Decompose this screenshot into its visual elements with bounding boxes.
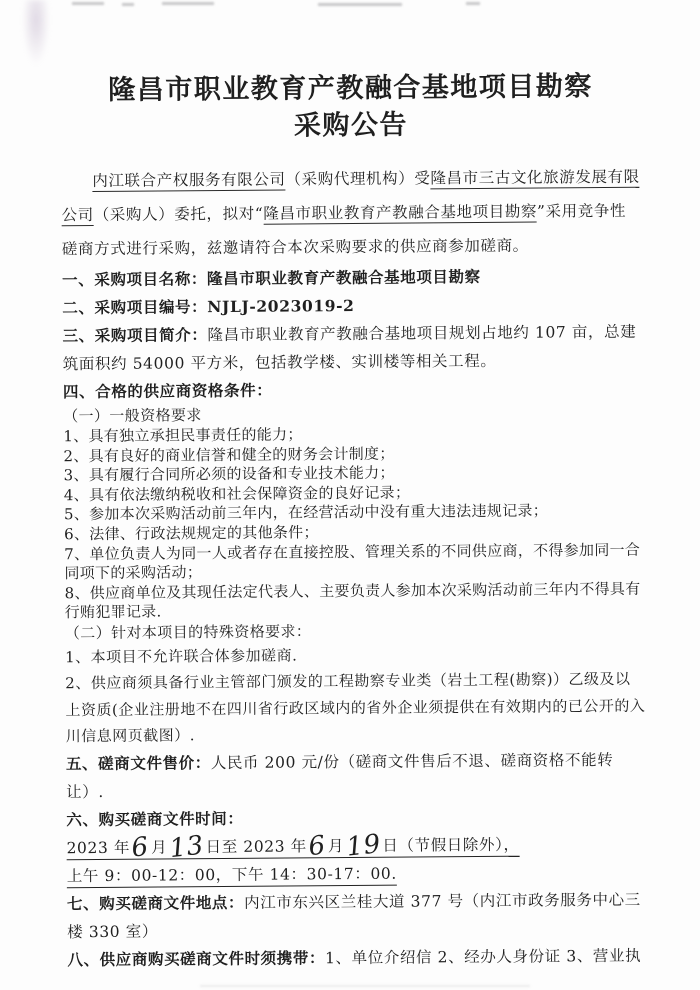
section-qualification-heading: 四、合格的供应商资格条件： [62,380,273,402]
date-text: 月 [151,838,168,857]
section-label: 五、磋商文件售价： [65,753,211,774]
date-text: 日至 2023 年 [205,837,307,857]
document-title [60,68,641,147]
list-item: 8、供应商单位及其现任法定代表人、主要负责人参加本次采购活动前三年内不得具有行贿犯罪记录. [64,579,641,622]
required-documents-value: 1、单位介绍信 2、经办人身份证 3、营业执 [324,946,642,968]
section-purchase-time [66,802,647,891]
section-required-documents [67,942,647,975]
special-qualification-subheading: （二）针对本项目的特殊资格要求： [64,622,312,643]
scan-artifact [72,2,104,5]
scan-artifact [162,2,214,5]
list-item: 2、具有良好的商业信誉和健全的财务会计制度； [63,444,395,465]
general-qualification-list [63,423,645,623]
list-item: 2、供应商须具备行业主管部门颁发的工程勘察专业类（岩土工程(勘察)）乙级及以上资质(企业注册地不在四川省行政区域内的省外企业须提供在有效期内的已公开的入川信息网页截图）. [65,670,646,746]
list-item: 3、具有履行合同所必须的设备和专业技术能力； [63,463,395,485]
section-document-price [66,746,646,807]
section-purchase-location [67,886,647,947]
scan-artifact [122,3,134,6]
intro-text: （采购代理机构）受 [285,169,431,189]
agency-name: 内江联合产权服务有限公司 [92,170,286,191]
section-project-name [62,262,642,295]
date-text: 日（节假日除外）， [382,835,520,855]
scan-artifact [200,985,530,987]
project-number-value: NJLJ-2023019-2 [207,295,355,317]
section-label: 六、购买磋商文件时间： [66,808,244,830]
list-item: 1、本项目不允许联合体参加磋商. [64,646,298,667]
section-label: 七、购买磋商文件地点： [66,892,245,914]
document-price-value: 人民币 200 元/份（磋商文件售后不退、磋商资格不能转让）. [66,750,614,802]
title-line-1: 隆昌市职业教育产教融合基地项目勘察 [108,71,593,106]
handwritten-month: 6 [130,831,151,864]
scan-artifact [22,0,50,66]
intro-paragraph [61,160,642,267]
handwritten-month: 6 [307,830,328,863]
date-text: 月 [327,837,345,856]
title-line-2: 采购公告 [293,109,409,142]
section-label: 二、采购项目编号： [62,297,208,318]
list-item: 6、法律、行政法规规定的其他条件； [64,523,319,544]
project-summary-value: 隆昌市职业教育产教融合基地项目规划占地约 107 亩，总建筑面积约 54000 平方米，包括教学楼、实训楼等相关工程。 [62,322,637,374]
project-name-quoted: 隆昌市职业教育产教融合基地项目勘察 [263,202,538,223]
section-project-number [62,290,642,323]
document-content [60,68,647,974]
section-label: 一、采购项目名称： [62,269,208,290]
purchase-time-dates [66,829,520,865]
handwritten-day: 13 [167,830,206,865]
purchase-location-value: 内江市东兴区兰桂大道 377 号（内江市政务服务中心三楼 330 室） [67,890,641,942]
special-qualification-list [65,640,646,751]
project-name-value: 隆昌市职业教育产教融合基地项目勘察 [206,266,481,289]
handwritten-day: 19 [344,829,382,863]
list-item: 4、具有依法缴纳税收和社会保障资金的良好记录； [63,483,411,505]
section-label: 三、采购项目简介： [62,325,208,346]
date-text: 2023 年 [66,838,131,858]
list-item: 5、参加本次采购活动前三年内，在经营活动中没有重大违法违规记录； [63,501,549,524]
scan-artifact [318,3,402,6]
list-item: 1、具有独立承担民事责任的能力； [63,425,303,446]
section-project-summary [62,318,642,379]
list-item: 7、单位负责人为同一人或者存在直接控股、管理关系的不同供应商，不得参加同一合同项下的采购活动； [64,540,641,583]
scan-artifact [466,2,480,5]
section-label: 八、供应商购买磋商文件时须携带： [67,948,326,970]
intro-text: ”采用竞争性磋商方式进行采购，兹邀请符合本次采购要求的供应商参加磋商。 [61,201,627,259]
intro-text: （采购人）委托，拟对“ [93,204,264,225]
purchaser-name: 隆昌市三古文化旅游发展有限公司 [61,167,640,225]
general-qualification-subheading: （一）一般资格要求 [63,406,202,426]
purchase-time-hours: 上午 9：00-12：00，下午 14：30-17：00. [67,865,397,889]
